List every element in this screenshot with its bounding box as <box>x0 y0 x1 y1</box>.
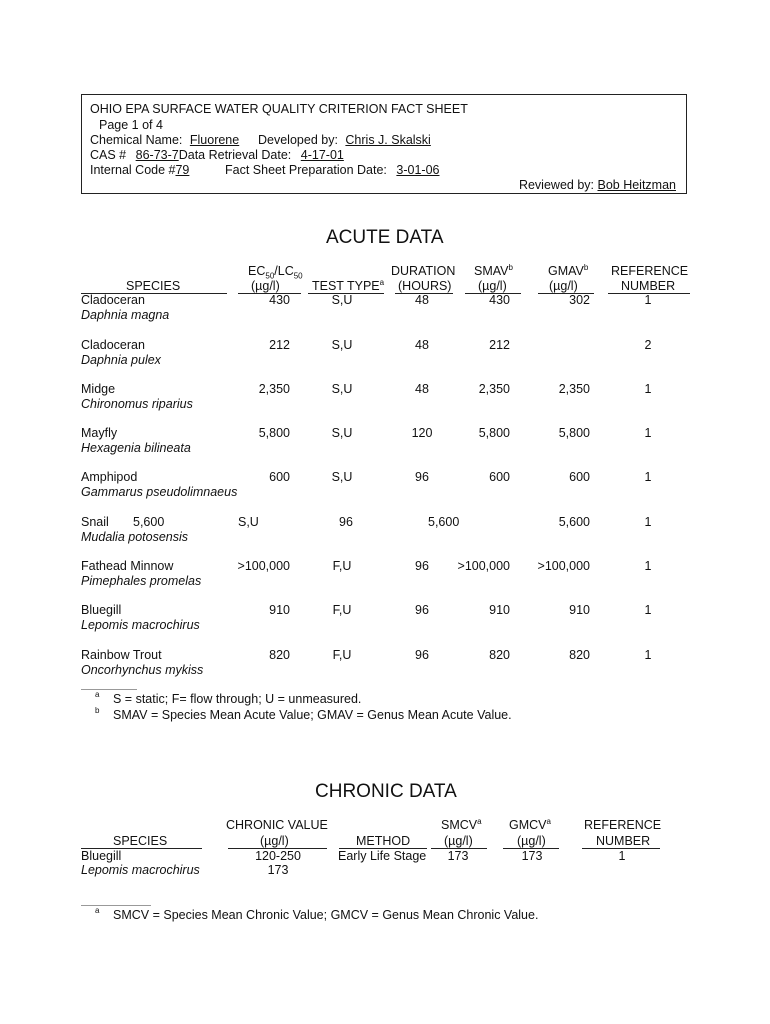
col-gmcv-label: GMCV <box>509 818 547 832</box>
acute-cell-ref: 1 <box>644 382 652 396</box>
acute-cell-gmav: 600 <box>569 470 590 484</box>
internal-code-line <box>90 163 189 177</box>
col-ec-sub1: 50 <box>265 271 275 281</box>
acute-title: ACUTE DATA <box>326 227 444 248</box>
chronic-ref: 1 <box>618 849 626 863</box>
snail-scientific-name: Mudalia potosensis <box>81 530 189 544</box>
acute-cell-dur: 48 <box>415 338 429 352</box>
col-smcv-sup: a <box>477 816 482 826</box>
acute-cell-ref: 1 <box>644 293 652 307</box>
col-ec-sub2: 50 <box>293 271 303 281</box>
acute-cell-type: S,U <box>331 293 353 307</box>
col-smcv-label: SMCV <box>441 818 478 832</box>
chronic-value-geomean: 173 <box>267 863 289 877</box>
acute-cell-ref: 1 <box>644 470 652 484</box>
snail-ec-value: 5,600 <box>133 515 165 529</box>
col-test-type-header <box>312 279 384 293</box>
acute-cell-ec: 600 <box>269 470 290 484</box>
col-smav-header <box>474 264 513 278</box>
chemical-name-line <box>90 133 239 147</box>
acute-cell-ec: 212 <box>269 338 290 352</box>
acute-cell-type: S,U <box>331 382 353 396</box>
col-gmcv-header <box>509 818 551 832</box>
snail-common-name: Snail <box>81 515 109 529</box>
page-number: Page 1 of 4 <box>99 118 163 132</box>
header-title: OHIO EPA SURFACE WATER QUALITY CRITERION FACT SHEET <box>90 102 468 116</box>
retrieval-date: 4-17-01 <box>300 148 344 162</box>
chronic-smcv: 173 <box>447 849 469 863</box>
col-gmcv-unit: (µg/l) <box>517 834 546 848</box>
acute-cell-smav: >100,000 <box>457 559 510 573</box>
prep-label: Fact Sheet Preparation Date: <box>225 163 387 177</box>
acute-cell-dur: 120 <box>411 426 433 440</box>
developed-by-line <box>258 133 431 147</box>
acute-cell-ec: 5,800 <box>258 426 290 440</box>
species-scientific-name: Gammarus pseudolimnaeus <box>81 485 238 499</box>
acute-cell-smav: 600 <box>489 470 510 484</box>
col-species-header: SPECIES <box>126 279 181 293</box>
acute-cell-smav: 5,800 <box>478 426 510 440</box>
species-scientific-name: Daphnia magna <box>81 308 170 322</box>
col-smcv-unit: (µg/l) <box>444 834 473 848</box>
acute-cell-dur: 48 <box>415 382 429 396</box>
acute-cell-type: F,U <box>332 603 352 617</box>
species-common-name: Rainbow Trout <box>81 648 162 662</box>
species-scientific-name: Daphnia pulex <box>81 353 161 367</box>
col-ec-mid: /LC <box>274 264 294 278</box>
acute-cell-dur: 96 <box>415 559 429 573</box>
col-chronic-ref-number: NUMBER <box>596 834 651 848</box>
species-scientific-name: Chironomus riparius <box>81 397 193 411</box>
acute-cell-dur: 96 <box>415 648 429 662</box>
species-common-name: Mayfly <box>81 426 118 440</box>
col-chronic-ref-header: REFERENCE <box>584 818 662 832</box>
col-chronic-value-unit: (µg/l) <box>260 834 289 848</box>
developed-by-label: Developed by: <box>258 133 338 147</box>
chronic-gmcv: 173 <box>521 849 543 863</box>
col-ref-number: NUMBER <box>621 279 676 293</box>
chronic-common-name: Bluegill <box>81 849 122 863</box>
acute-cell-ec: >100,000 <box>237 559 290 573</box>
acute-cell-ec: 820 <box>269 648 290 662</box>
chronic-footnote-rule <box>81 905 151 906</box>
col-smcv-header <box>441 818 482 832</box>
acute-cell-smav: 910 <box>489 603 510 617</box>
prep-date: 3-01-06 <box>396 163 440 177</box>
col-method-header: METHOD <box>356 834 411 848</box>
acute-cell-ec: 430 <box>269 293 290 307</box>
acute-cell-gmav: 302 <box>569 293 590 307</box>
footnote-a-mark: a <box>95 690 100 699</box>
reviewed-by: Bob Heitzman <box>597 178 676 192</box>
col-gmav-sup: b <box>583 262 589 272</box>
acute-cell-type: F,U <box>332 648 352 662</box>
species-common-name: Fathead Minnow <box>81 559 174 573</box>
footnote-a-text: S = static; F= flow through; U = unmeasured. <box>113 692 362 706</box>
cas-label: CAS # <box>90 148 127 162</box>
species-common-name: Amphipod <box>81 470 138 484</box>
snail-test-type: S,U <box>238 515 259 529</box>
acute-cell-dur: 96 <box>415 470 429 484</box>
species-common-name: Midge <box>81 382 116 396</box>
internal-code-label: Internal Code # <box>90 163 176 177</box>
chemical-name: Fluorene <box>189 133 240 147</box>
chronic-scientific-name: Lepomis macrochirus <box>81 863 200 877</box>
col-ec-main: EC <box>248 264 266 278</box>
acute-cell-ec: 2,350 <box>258 382 290 396</box>
chronic-footnote-text: SMCV = Species Mean Chronic Value; GMCV = Genus Mean Chronic Value. <box>113 908 539 922</box>
acute-cell-smav: 2,350 <box>478 382 510 396</box>
acute-cell-gmav: 820 <box>569 648 590 662</box>
col-chronic-species-header: SPECIES <box>113 834 168 848</box>
col-gmav-label: GMAV <box>548 264 584 278</box>
retrieval-label: Data Retrieval Date: <box>178 148 292 162</box>
col-ec-header <box>248 264 303 281</box>
chronic-method: Early Life Stage <box>338 849 427 863</box>
acute-cell-ref: 2 <box>644 338 652 352</box>
acute-cell-ref: 1 <box>644 648 652 662</box>
acute-cell-gmav: 2,350 <box>558 382 590 396</box>
acute-cell-ec: 910 <box>269 603 290 617</box>
acute-cell-ref: 1 <box>644 559 652 573</box>
col-gmav-header <box>548 264 588 278</box>
acute-cell-dur: 96 <box>415 603 429 617</box>
col-smav-label: SMAV <box>474 264 509 278</box>
internal-code: 79 <box>175 163 190 177</box>
acute-cell-gmav: 5,800 <box>558 426 590 440</box>
col-duration-header: DURATION <box>391 264 456 278</box>
acute-footnote-rule <box>81 689 137 690</box>
col-ec-unit: (µg/l) <box>251 279 280 293</box>
acute-cell-type: F,U <box>332 559 352 573</box>
snail-gmav: 5,600 <box>558 515 590 529</box>
acute-cell-smav: 430 <box>489 293 510 307</box>
species-scientific-name: Pimephales promelas <box>81 574 202 588</box>
species-scientific-name: Oncorhynchus mykiss <box>81 663 204 677</box>
col-smav-sup: b <box>508 262 513 272</box>
footnote-b-mark: b <box>95 706 100 715</box>
chronic-title: CHRONIC DATA <box>315 781 457 802</box>
developed-by: Chris J. Skalski <box>345 133 431 147</box>
prep-date-line <box>225 163 439 177</box>
acute-cell-smav: 212 <box>489 338 510 352</box>
fact-sheet-header <box>81 94 687 194</box>
footnote-b-text: SMAV = Species Mean Acute Value; GMAV = Genus Mean Acute Value. <box>113 708 512 722</box>
acute-cell-dur: 48 <box>415 293 429 307</box>
acute-cell-gmav: >100,000 <box>537 559 590 573</box>
col-test-type-label: TEST TYPE <box>312 279 380 293</box>
snail-smav: 5,600 <box>428 515 460 529</box>
species-common-name: Bluegill <box>81 603 122 617</box>
species-scientific-name: Hexagenia bilineata <box>81 441 191 455</box>
col-ref-header: REFERENCE <box>611 264 689 278</box>
cas-line <box>90 148 344 162</box>
chronic-footnote-mark: a <box>95 906 100 915</box>
col-duration-unit: (HOURS) <box>398 279 452 293</box>
species-common-name: Cladoceran <box>81 338 145 352</box>
species-scientific-name: Lepomis macrochirus <box>81 618 200 632</box>
acute-cell-gmav: 910 <box>569 603 590 617</box>
col-smav-unit: (µg/l) <box>478 279 507 293</box>
reviewed-by-line <box>519 178 676 192</box>
chronic-value-range: 120-250 <box>255 849 301 863</box>
cas-number: 86-73-7 <box>135 148 179 162</box>
acute-cell-ref: 1 <box>644 603 652 617</box>
acute-cell-ref: 1 <box>644 426 652 440</box>
acute-cell-type: S,U <box>331 338 353 352</box>
col-gmcv-sup: a <box>546 816 551 826</box>
species-common-name: Cladoceran <box>81 293 145 307</box>
col-gmav-unit: (µg/l) <box>549 279 578 293</box>
snail-ref: 1 <box>644 515 652 529</box>
acute-cell-type: S,U <box>331 470 353 484</box>
col-chronic-value-header: CHRONIC VALUE <box>226 818 328 832</box>
chemical-name-label: Chemical Name: <box>90 133 183 147</box>
acute-cell-smav: 820 <box>489 648 510 662</box>
snail-duration: 96 <box>339 515 353 529</box>
reviewed-label: Reviewed by: <box>518 178 594 192</box>
col-test-sup: a <box>379 277 385 287</box>
acute-cell-type: S,U <box>331 426 353 440</box>
